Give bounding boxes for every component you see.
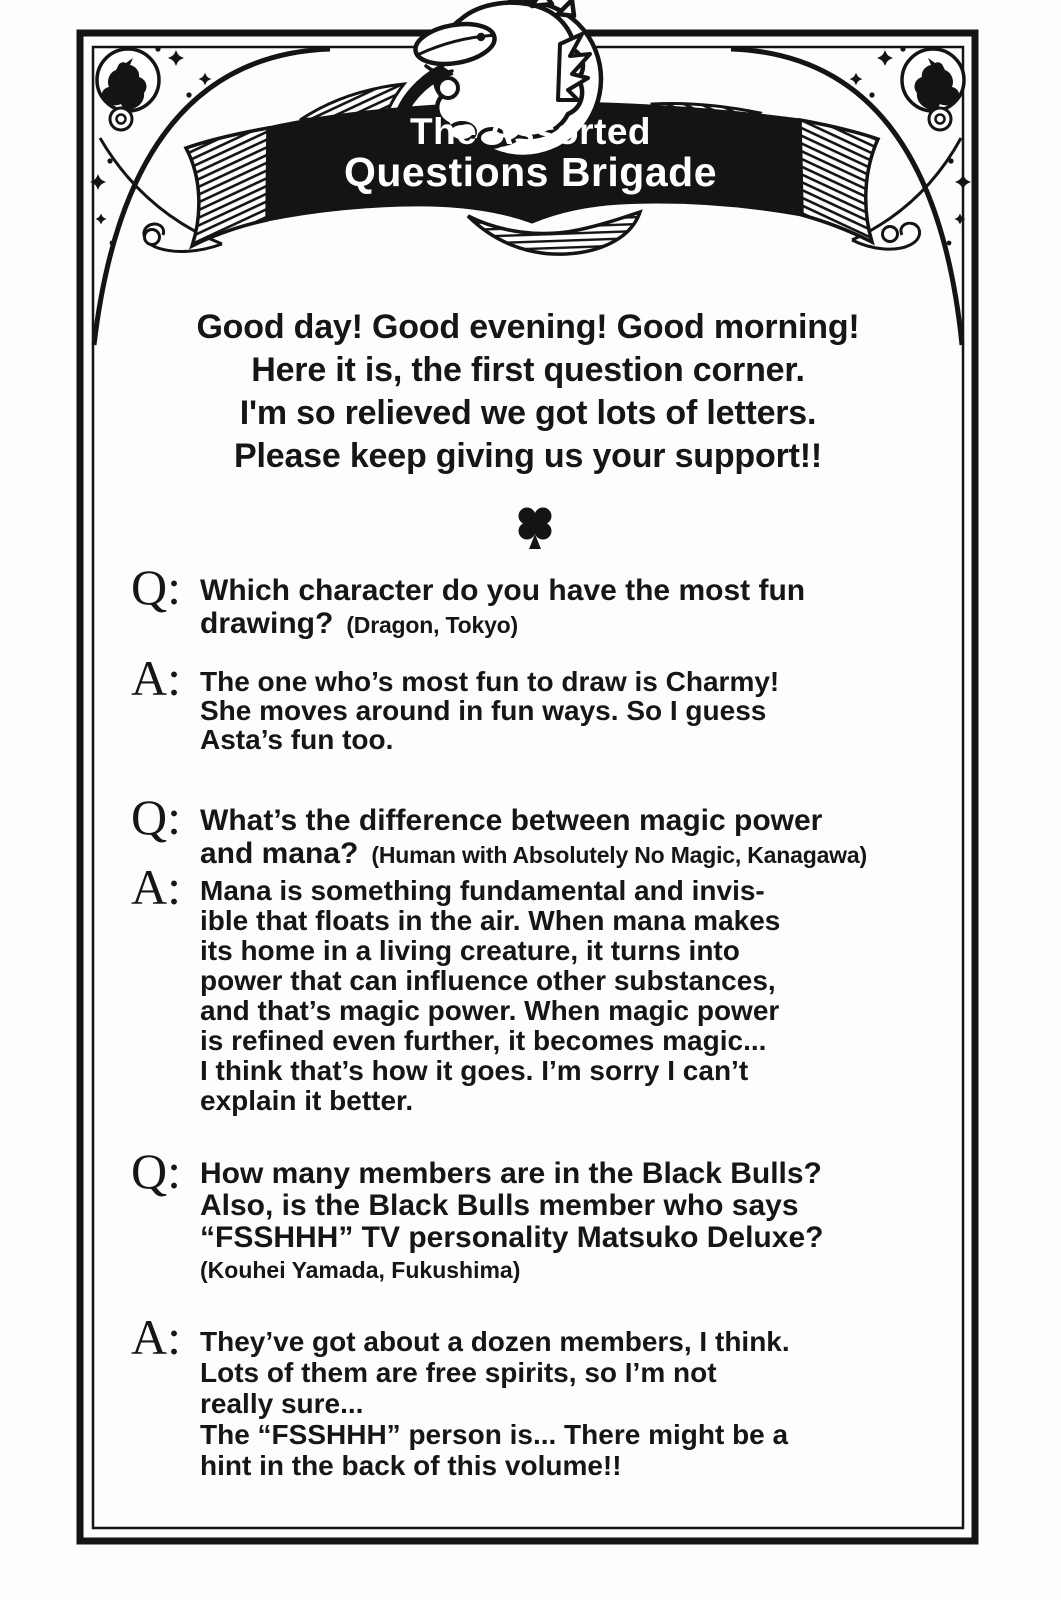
text-line <box>200 837 961 872</box>
question-block-1 <box>131 559 961 642</box>
question-label: Q: <box>131 789 181 845</box>
attribution: (Human with Absolutely No Magic, Kanagawa) <box>371 842 867 868</box>
text-line: and that’s magic power. When magic power <box>200 995 780 1026</box>
question-block-3 <box>131 1143 961 1286</box>
text-line: really sure... <box>200 1388 364 1419</box>
text-line: its home in a living creature, it turns into <box>200 935 740 966</box>
text-line: Also, is the Black Bulls member who says <box>200 1189 799 1222</box>
question-text <box>200 804 961 872</box>
question-text <box>200 574 961 642</box>
text-line: What’s the difference between magic power <box>200 804 823 837</box>
answer-label: A: <box>131 1309 181 1365</box>
attribution: (Kouhei Yamada, Fukushima) <box>200 1257 521 1283</box>
answer-block-3 <box>131 1309 961 1481</box>
text-line: is refined even further, it becomes magic... <box>200 1025 767 1056</box>
text-line: Asta’s fun too. <box>200 724 394 755</box>
clover-icon <box>519 508 552 550</box>
text-line: The one who’s most fun to draw is Charmy! <box>200 666 780 697</box>
attribution: (Dragon, Tokyo) <box>346 612 518 638</box>
question-tail: and mana? <box>200 837 359 870</box>
text-line: Which character do you have the most fun <box>200 574 806 607</box>
text-line: hint in the back of this volume!! <box>200 1450 622 1481</box>
question-label: Q: <box>131 559 181 615</box>
text-line <box>200 607 961 642</box>
answer-block-1 <box>131 650 961 755</box>
answer-text <box>200 1326 961 1481</box>
answer-block-2 <box>131 859 961 1116</box>
text-line: Mana is something fundamental and invis- <box>200 875 765 906</box>
text-line: “FSSHHH” TV personality Matsuko Deluxe? <box>200 1221 824 1254</box>
question-label: Q: <box>131 1143 181 1199</box>
text-line: Lots of them are free spirits, so I’m not <box>200 1357 717 1388</box>
ribbon-title-line2: Questions Brigade <box>343 149 717 195</box>
text-line: How many members are in the Black Bulls? <box>200 1157 822 1190</box>
text-line: power that can influence other substances, <box>200 965 776 996</box>
text-line: They’ve got about a dozen members, I think. <box>200 1326 790 1357</box>
text-line: I think that’s how it goes. I’m sorry I can’t <box>200 1055 749 1086</box>
text-line: She moves around in fun ways. So I guess <box>200 695 767 726</box>
intro-greeting <box>0 306 1056 478</box>
text-line: Good day! Good evening! Good morning! <box>196 308 860 346</box>
answer-text <box>200 667 961 754</box>
question-text <box>200 1158 961 1286</box>
text-line: ible that floats in the air. When mana makes <box>200 905 781 936</box>
text-line: explain it better. <box>200 1085 414 1116</box>
answer-text <box>200 876 961 1116</box>
page-frame <box>80 33 975 1541</box>
answer-label: A: <box>131 859 181 915</box>
text-line: I'm so relieved we got lots of letters. <box>239 394 817 432</box>
answer-label: A: <box>131 650 181 706</box>
question-lines <box>200 1158 961 1254</box>
text-line: Please keep giving us your support!! <box>234 437 822 475</box>
question-block-2 <box>131 789 961 872</box>
question-tail: drawing? <box>200 607 334 640</box>
text-line: The “FSSHHH” person is... There might be a <box>200 1419 789 1450</box>
text-line: Here it is, the first question corner. <box>251 351 805 389</box>
ribbon-title-line1: The Assorted <box>409 111 652 152</box>
